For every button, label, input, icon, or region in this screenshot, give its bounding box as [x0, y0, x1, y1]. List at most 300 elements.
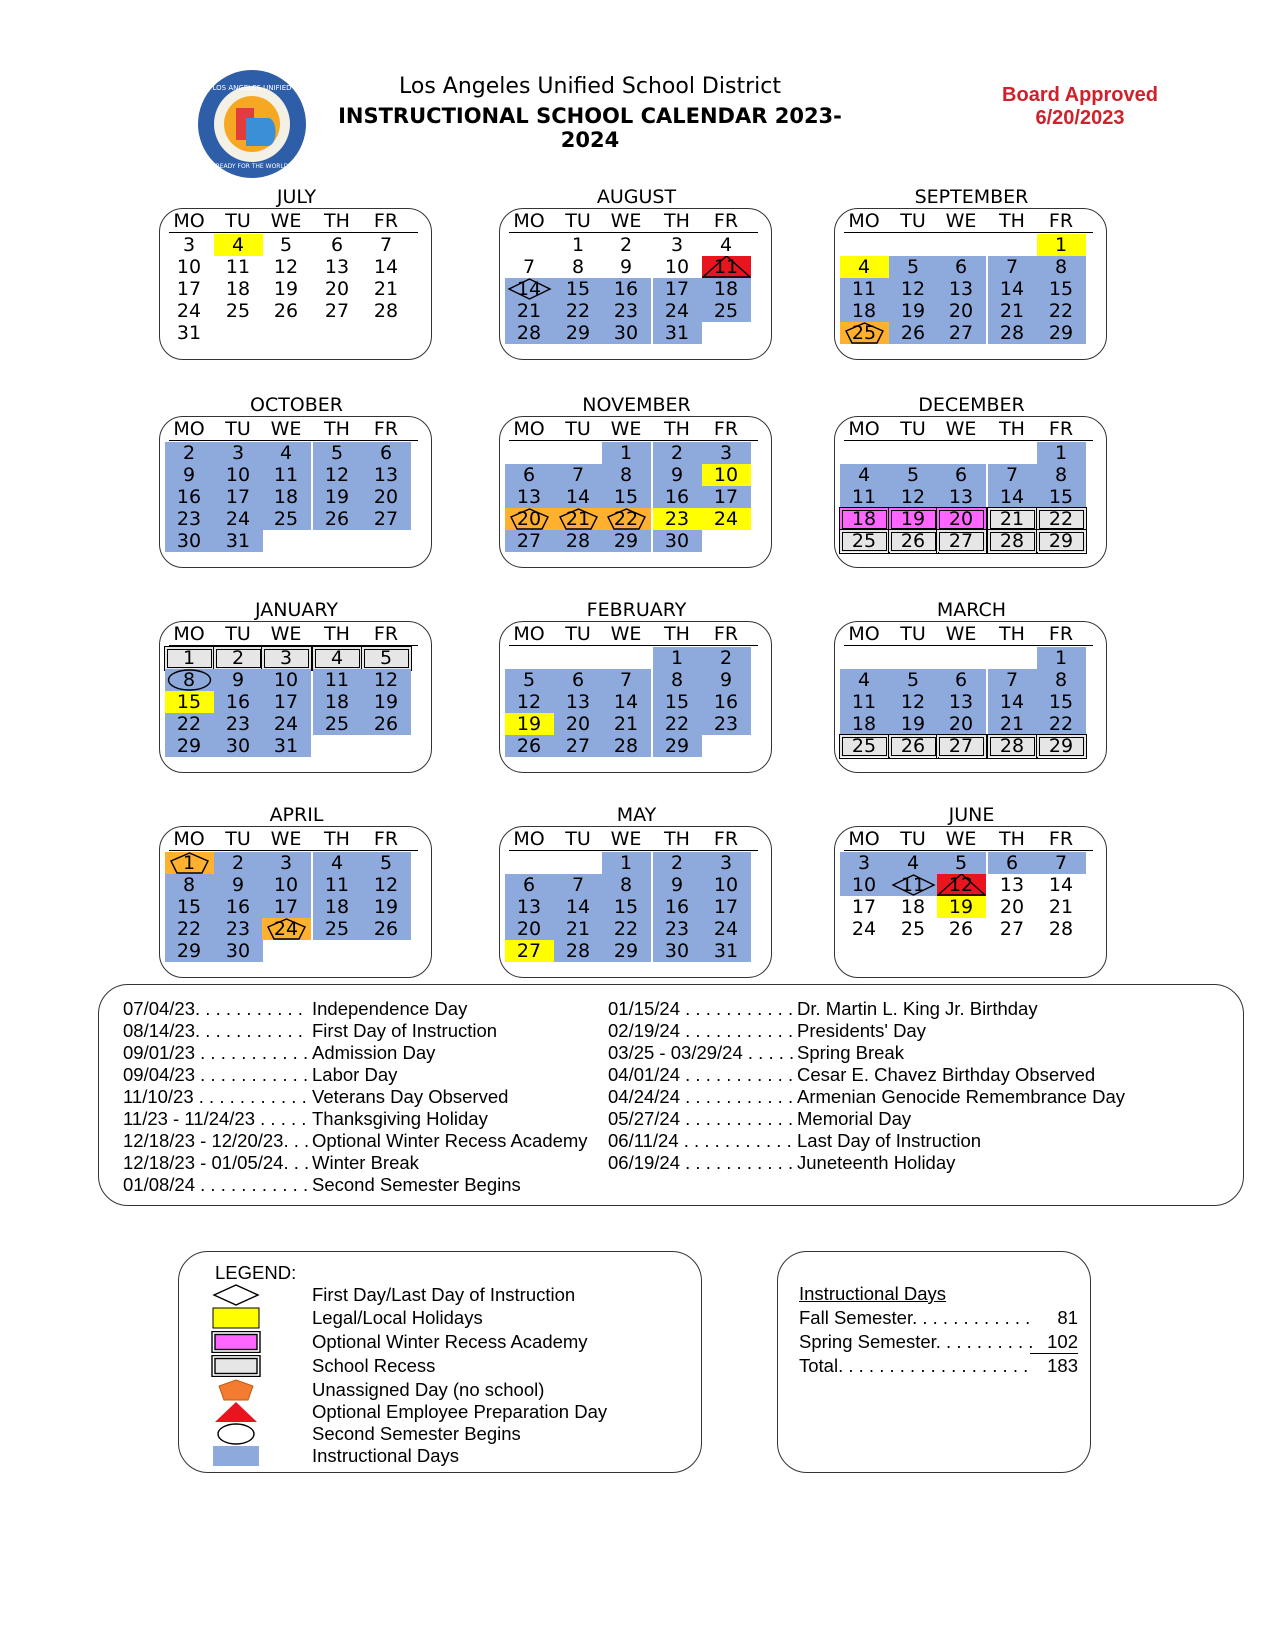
day-number: 10	[713, 874, 739, 896]
day-number: 5	[279, 234, 293, 256]
weekday-label: WE	[270, 623, 302, 645]
day-number: 20	[948, 508, 974, 530]
day-cell	[165, 669, 214, 691]
day-number: 27	[565, 735, 591, 757]
weekday-header	[834, 623, 1109, 645]
day-number: 14	[565, 486, 591, 508]
day-cell	[214, 464, 263, 486]
day-number: 28	[999, 322, 1025, 344]
key-date: 09/01/23 . . . . . . . . . . .	[123, 1042, 309, 1063]
day-number: 18	[713, 278, 739, 300]
weekday-header	[159, 623, 434, 645]
day-number: 24	[713, 918, 739, 940]
day-number: 2	[231, 647, 245, 669]
day-cell	[165, 464, 214, 486]
day-cell	[505, 508, 554, 530]
day-number: 9	[182, 464, 196, 486]
day-number: 17	[225, 486, 251, 508]
day-number: 2	[182, 442, 196, 464]
day-cell	[702, 464, 751, 486]
day-cell	[1037, 322, 1086, 344]
weekday-label: MO	[848, 418, 880, 440]
day-cell	[1037, 464, 1086, 486]
day-cell	[554, 896, 603, 918]
day-number: 20	[324, 278, 350, 300]
day-cell	[602, 486, 651, 508]
day-number: 21	[999, 713, 1025, 735]
day-cell	[505, 713, 554, 735]
day-number: 10	[225, 464, 251, 486]
day-cell	[1037, 691, 1086, 713]
day-cell	[362, 278, 411, 300]
weekday-label: FR	[713, 210, 739, 232]
day-number: 29	[176, 735, 202, 757]
day-cell	[653, 530, 702, 552]
day-number: 27	[948, 530, 974, 552]
day-number: 4	[330, 647, 344, 669]
yellow-box	[211, 1307, 261, 1329]
day-number: 20	[948, 713, 974, 735]
day-cell	[554, 508, 603, 530]
day-number: 26	[373, 713, 399, 735]
day-number: 15	[1048, 486, 1074, 508]
weekday-label: FR	[1048, 418, 1074, 440]
header-rule	[169, 850, 418, 851]
day-cell	[653, 691, 702, 713]
day-number: 11	[851, 486, 877, 508]
key-event: Cesar E. Chavez Birthday Observed	[797, 1064, 1096, 1085]
day-number: 13	[948, 691, 974, 713]
day-cell	[362, 896, 411, 918]
day-cell	[602, 940, 651, 962]
day-number: 3	[182, 234, 196, 256]
day-cell	[1037, 530, 1086, 552]
day-number: 25	[225, 300, 251, 322]
day-cell	[505, 322, 554, 344]
weekday-label: FR	[713, 828, 739, 850]
day-cell	[653, 918, 702, 940]
day-number: 14	[999, 278, 1025, 300]
day-cell	[1037, 647, 1086, 669]
day-number: 22	[176, 918, 202, 940]
day-number: 1	[619, 442, 633, 464]
day-cell	[937, 896, 986, 918]
day-cell	[505, 874, 554, 896]
day-cell	[214, 940, 263, 962]
day-cell	[602, 256, 651, 278]
day-cell	[840, 300, 889, 322]
day-cell	[313, 691, 362, 713]
day-cell	[214, 300, 263, 322]
days-label: Fall Semester. . . . . . . . . . . .	[799, 1307, 1031, 1328]
day-cell	[988, 713, 1037, 735]
month-name: AUGUST	[596, 186, 677, 208]
days-label: Spring Semester. . . . . . . . . .	[799, 1331, 1034, 1352]
day-cell	[313, 852, 362, 874]
day-number: 23	[664, 918, 690, 940]
day-number: 26	[273, 300, 299, 322]
pentagon-icon	[211, 1379, 261, 1401]
weekday-header	[834, 828, 1109, 850]
weekday-label: WE	[610, 623, 642, 645]
day-cell	[165, 852, 214, 874]
day-cell	[840, 486, 889, 508]
day-number: 15	[613, 896, 639, 918]
header-rule	[169, 440, 418, 441]
day-cell	[702, 647, 751, 669]
day-number: 30	[664, 530, 690, 552]
day-cell	[988, 874, 1037, 896]
day-cell	[214, 486, 263, 508]
weekday-label: TU	[565, 623, 591, 645]
day-number: 4	[857, 669, 871, 691]
day-cell	[554, 278, 603, 300]
day-number: 17	[176, 278, 202, 300]
day-cell	[554, 300, 603, 322]
day-cell	[262, 278, 311, 300]
day-cell	[362, 464, 411, 486]
day-cell	[313, 508, 362, 530]
day-number: 30	[613, 322, 639, 344]
day-number: 28	[565, 940, 591, 962]
weekday-label: TH	[324, 210, 350, 232]
weekday-header	[159, 210, 434, 232]
day-cell	[362, 669, 411, 691]
day-cell	[165, 940, 214, 962]
header-rule	[844, 440, 1093, 441]
weekday-header	[499, 623, 774, 645]
day-number: 19	[948, 896, 974, 918]
weekday-label: FR	[373, 623, 399, 645]
day-number: 22	[1048, 713, 1074, 735]
day-number: 6	[1005, 852, 1019, 874]
day-number: 15	[613, 486, 639, 508]
day-cell	[554, 918, 603, 940]
day-cell	[313, 278, 362, 300]
day-number: 25	[324, 918, 350, 940]
day-cell	[554, 530, 603, 552]
day-number: 27	[999, 918, 1025, 940]
day-number: 13	[373, 464, 399, 486]
day-cell	[937, 735, 986, 757]
legend-label: Legal/Local Holidays	[312, 1307, 483, 1328]
weekday-label: WE	[270, 210, 302, 232]
weekday-label: FR	[1048, 623, 1074, 645]
header-rule	[509, 850, 758, 851]
day-cell	[702, 874, 751, 896]
header-rule	[509, 645, 758, 646]
day-cell	[937, 486, 986, 508]
day-cell	[505, 735, 554, 757]
key-date: 12/18/23 - 01/05/24. . .	[123, 1152, 310, 1173]
day-number: 16	[225, 896, 251, 918]
day-number: 25	[273, 508, 299, 530]
legend-label: Instructional Days	[312, 1445, 460, 1466]
day-number: 6	[954, 669, 968, 691]
weekday-label: MO	[513, 828, 545, 850]
logo-text-top: LOS ANGELES UNIFIED	[212, 84, 292, 92]
day-cell	[602, 530, 651, 552]
day-cell	[988, 278, 1037, 300]
day-cell	[840, 691, 889, 713]
legend-label: Second Semester Begins	[312, 1423, 521, 1444]
month-name: JULY	[276, 186, 317, 208]
day-number: 6	[571, 669, 585, 691]
day-number: 16	[664, 486, 690, 508]
key-event: Armenian Genocide Remembrance Day	[797, 1086, 1126, 1107]
day-cell	[840, 508, 889, 530]
day-number: 9	[231, 669, 245, 691]
weekday-label: TH	[324, 828, 350, 850]
day-cell	[840, 464, 889, 486]
day-cell	[1037, 874, 1086, 896]
day-number: 7	[379, 234, 393, 256]
day-number: 29	[1048, 530, 1074, 552]
day-number: 19	[516, 713, 542, 735]
day-cell	[1037, 669, 1086, 691]
day-cell	[889, 256, 938, 278]
day-number: 7	[1005, 256, 1019, 278]
day-cell	[889, 486, 938, 508]
day-number: 26	[324, 508, 350, 530]
day-number: 19	[324, 486, 350, 508]
day-cell	[505, 256, 554, 278]
day-cell	[889, 464, 938, 486]
day-cell	[214, 713, 263, 735]
day-cell	[702, 713, 751, 735]
day-number: 22	[1048, 508, 1074, 530]
day-number: 10	[273, 874, 299, 896]
day-cell	[362, 442, 411, 464]
day-number: 28	[373, 300, 399, 322]
month-name: NOVEMBER	[582, 394, 691, 416]
key-event: Optional Winter Recess Academy	[312, 1130, 588, 1151]
day-number: 31	[713, 940, 739, 962]
key-date: 03/25 - 03/29/24 . . . . .	[608, 1042, 795, 1063]
weekday-label: TU	[900, 623, 926, 645]
day-cell	[937, 874, 986, 896]
day-cell	[505, 918, 554, 940]
day-number: 25	[324, 713, 350, 735]
day-number: 22	[664, 713, 690, 735]
day-cell	[602, 442, 651, 464]
day-number: 10	[664, 256, 690, 278]
day-cell	[1037, 713, 1086, 735]
day-cell	[505, 486, 554, 508]
calendar-title: INSTRUCTIONAL SCHOOL CALENDAR 2023-2024	[338, 104, 842, 152]
day-number: 30	[664, 940, 690, 962]
day-cell	[362, 713, 411, 735]
day-cell	[653, 486, 702, 508]
day-number: 29	[664, 735, 690, 757]
day-cell	[702, 691, 751, 713]
day-cell	[840, 322, 889, 344]
day-number: 28	[565, 530, 591, 552]
day-cell	[889, 300, 938, 322]
day-number: 4	[231, 234, 245, 256]
day-cell	[889, 918, 938, 940]
key-date: 11/23 - 11/24/23 . . . . .	[123, 1108, 307, 1129]
day-number: 18	[851, 300, 877, 322]
day-number: 11	[324, 669, 350, 691]
day-cell	[554, 874, 603, 896]
day-cell	[165, 442, 214, 464]
day-cell	[702, 278, 751, 300]
header-rule	[509, 232, 758, 233]
day-number: 14	[516, 278, 542, 300]
key-date: 09/04/23 . . . . . . . . . . .	[123, 1064, 309, 1085]
day-number: 31	[176, 322, 202, 344]
day-number: 10	[273, 669, 299, 691]
day-number: 28	[516, 322, 542, 344]
day-cell	[889, 874, 938, 896]
day-number: 20	[948, 300, 974, 322]
weekday-label: TU	[900, 828, 926, 850]
weekday-label: TH	[324, 623, 350, 645]
day-cell	[937, 852, 986, 874]
day-cell	[165, 918, 214, 940]
day-number: 3	[279, 852, 293, 874]
day-cell	[362, 234, 411, 256]
weekday-label: MO	[173, 623, 205, 645]
day-number: 22	[613, 918, 639, 940]
day-number: 13	[516, 486, 542, 508]
day-number: 21	[999, 508, 1025, 530]
weekday-header	[834, 418, 1109, 440]
day-cell	[362, 508, 411, 530]
day-cell	[214, 918, 263, 940]
key-date: 08/14/23. . . . . . . . . . .	[123, 1020, 303, 1041]
day-cell	[165, 256, 214, 278]
weekday-label: TH	[999, 623, 1025, 645]
day-cell	[889, 278, 938, 300]
header-rule	[844, 645, 1093, 646]
day-cell	[840, 278, 889, 300]
weekday-header	[499, 210, 774, 232]
day-number: 5	[954, 852, 968, 874]
weekday-label: FR	[373, 210, 399, 232]
day-number: 5	[330, 442, 344, 464]
weekday-label: WE	[945, 418, 977, 440]
day-number: 22	[176, 713, 202, 735]
day-number: 3	[857, 852, 871, 874]
day-cell	[262, 852, 311, 874]
day-cell	[702, 508, 751, 530]
day-number: 12	[900, 486, 926, 508]
weekday-label: TH	[999, 828, 1025, 850]
day-number: 19	[900, 713, 926, 735]
day-cell	[840, 735, 889, 757]
day-cell	[889, 852, 938, 874]
day-number: 10	[176, 256, 202, 278]
day-number: 25	[851, 322, 877, 344]
key-event: Spring Break	[797, 1042, 904, 1063]
day-number: 27	[948, 322, 974, 344]
day-number: 16	[713, 691, 739, 713]
day-number: 31	[664, 322, 690, 344]
weekday-label: TU	[565, 828, 591, 850]
day-number: 19	[373, 896, 399, 918]
day-number: 12	[900, 691, 926, 713]
day-cell	[937, 691, 986, 713]
day-number: 19	[273, 278, 299, 300]
day-number: 15	[1048, 278, 1074, 300]
day-number: 17	[851, 896, 877, 918]
day-number: 15	[664, 691, 690, 713]
gray-double-box	[211, 1355, 261, 1377]
day-number: 29	[565, 322, 591, 344]
day-cell	[602, 234, 651, 256]
day-cell	[1037, 278, 1086, 300]
day-cell	[262, 234, 311, 256]
day-number: 26	[948, 918, 974, 940]
day-cell	[602, 735, 651, 757]
day-cell	[554, 669, 603, 691]
triangle-icon	[211, 1401, 261, 1423]
day-number: 28	[1048, 918, 1074, 940]
approved-line-1: Board Approved	[1002, 84, 1158, 106]
day-number: 11	[324, 874, 350, 896]
day-number: 20	[373, 486, 399, 508]
day-cell	[214, 896, 263, 918]
weekday-label: TH	[999, 210, 1025, 232]
day-number: 8	[182, 669, 196, 691]
day-cell	[313, 896, 362, 918]
day-number: 22	[565, 300, 591, 322]
day-cell	[653, 442, 702, 464]
day-cell	[362, 486, 411, 508]
day-cell	[937, 322, 986, 344]
day-cell	[262, 300, 311, 322]
day-cell	[262, 256, 311, 278]
day-number: 29	[1048, 322, 1074, 344]
day-number: 9	[231, 874, 245, 896]
day-number: 5	[906, 669, 920, 691]
day-cell	[505, 530, 554, 552]
day-number: 14	[1048, 874, 1074, 896]
day-cell	[505, 464, 554, 486]
day-number: 25	[900, 918, 926, 940]
day-number: 8	[619, 874, 633, 896]
day-number: 27	[516, 530, 542, 552]
day-number: 27	[324, 300, 350, 322]
key-date: 01/15/24 . . . . . . . . . . .	[608, 998, 794, 1019]
day-cell	[988, 322, 1037, 344]
day-number: 13	[565, 691, 591, 713]
day-cell	[988, 691, 1037, 713]
day-number: 1	[619, 852, 633, 874]
weekday-label: MO	[848, 210, 880, 232]
weekday-label: FR	[373, 418, 399, 440]
month-name: MARCH	[936, 599, 1007, 621]
day-number: 9	[619, 256, 633, 278]
day-cell	[840, 256, 889, 278]
day-cell	[505, 940, 554, 962]
day-cell	[702, 918, 751, 940]
day-number: 26	[900, 735, 926, 757]
day-cell	[262, 713, 311, 735]
day-number: 24	[273, 918, 299, 940]
weekday-label: FR	[1048, 210, 1074, 232]
day-number: 25	[713, 300, 739, 322]
day-cell	[262, 735, 311, 757]
day-number: 7	[619, 669, 633, 691]
day-cell	[313, 464, 362, 486]
weekday-label: TH	[664, 210, 690, 232]
day-number: 18	[225, 278, 251, 300]
day-cell	[505, 691, 554, 713]
day-number: 14	[613, 691, 639, 713]
